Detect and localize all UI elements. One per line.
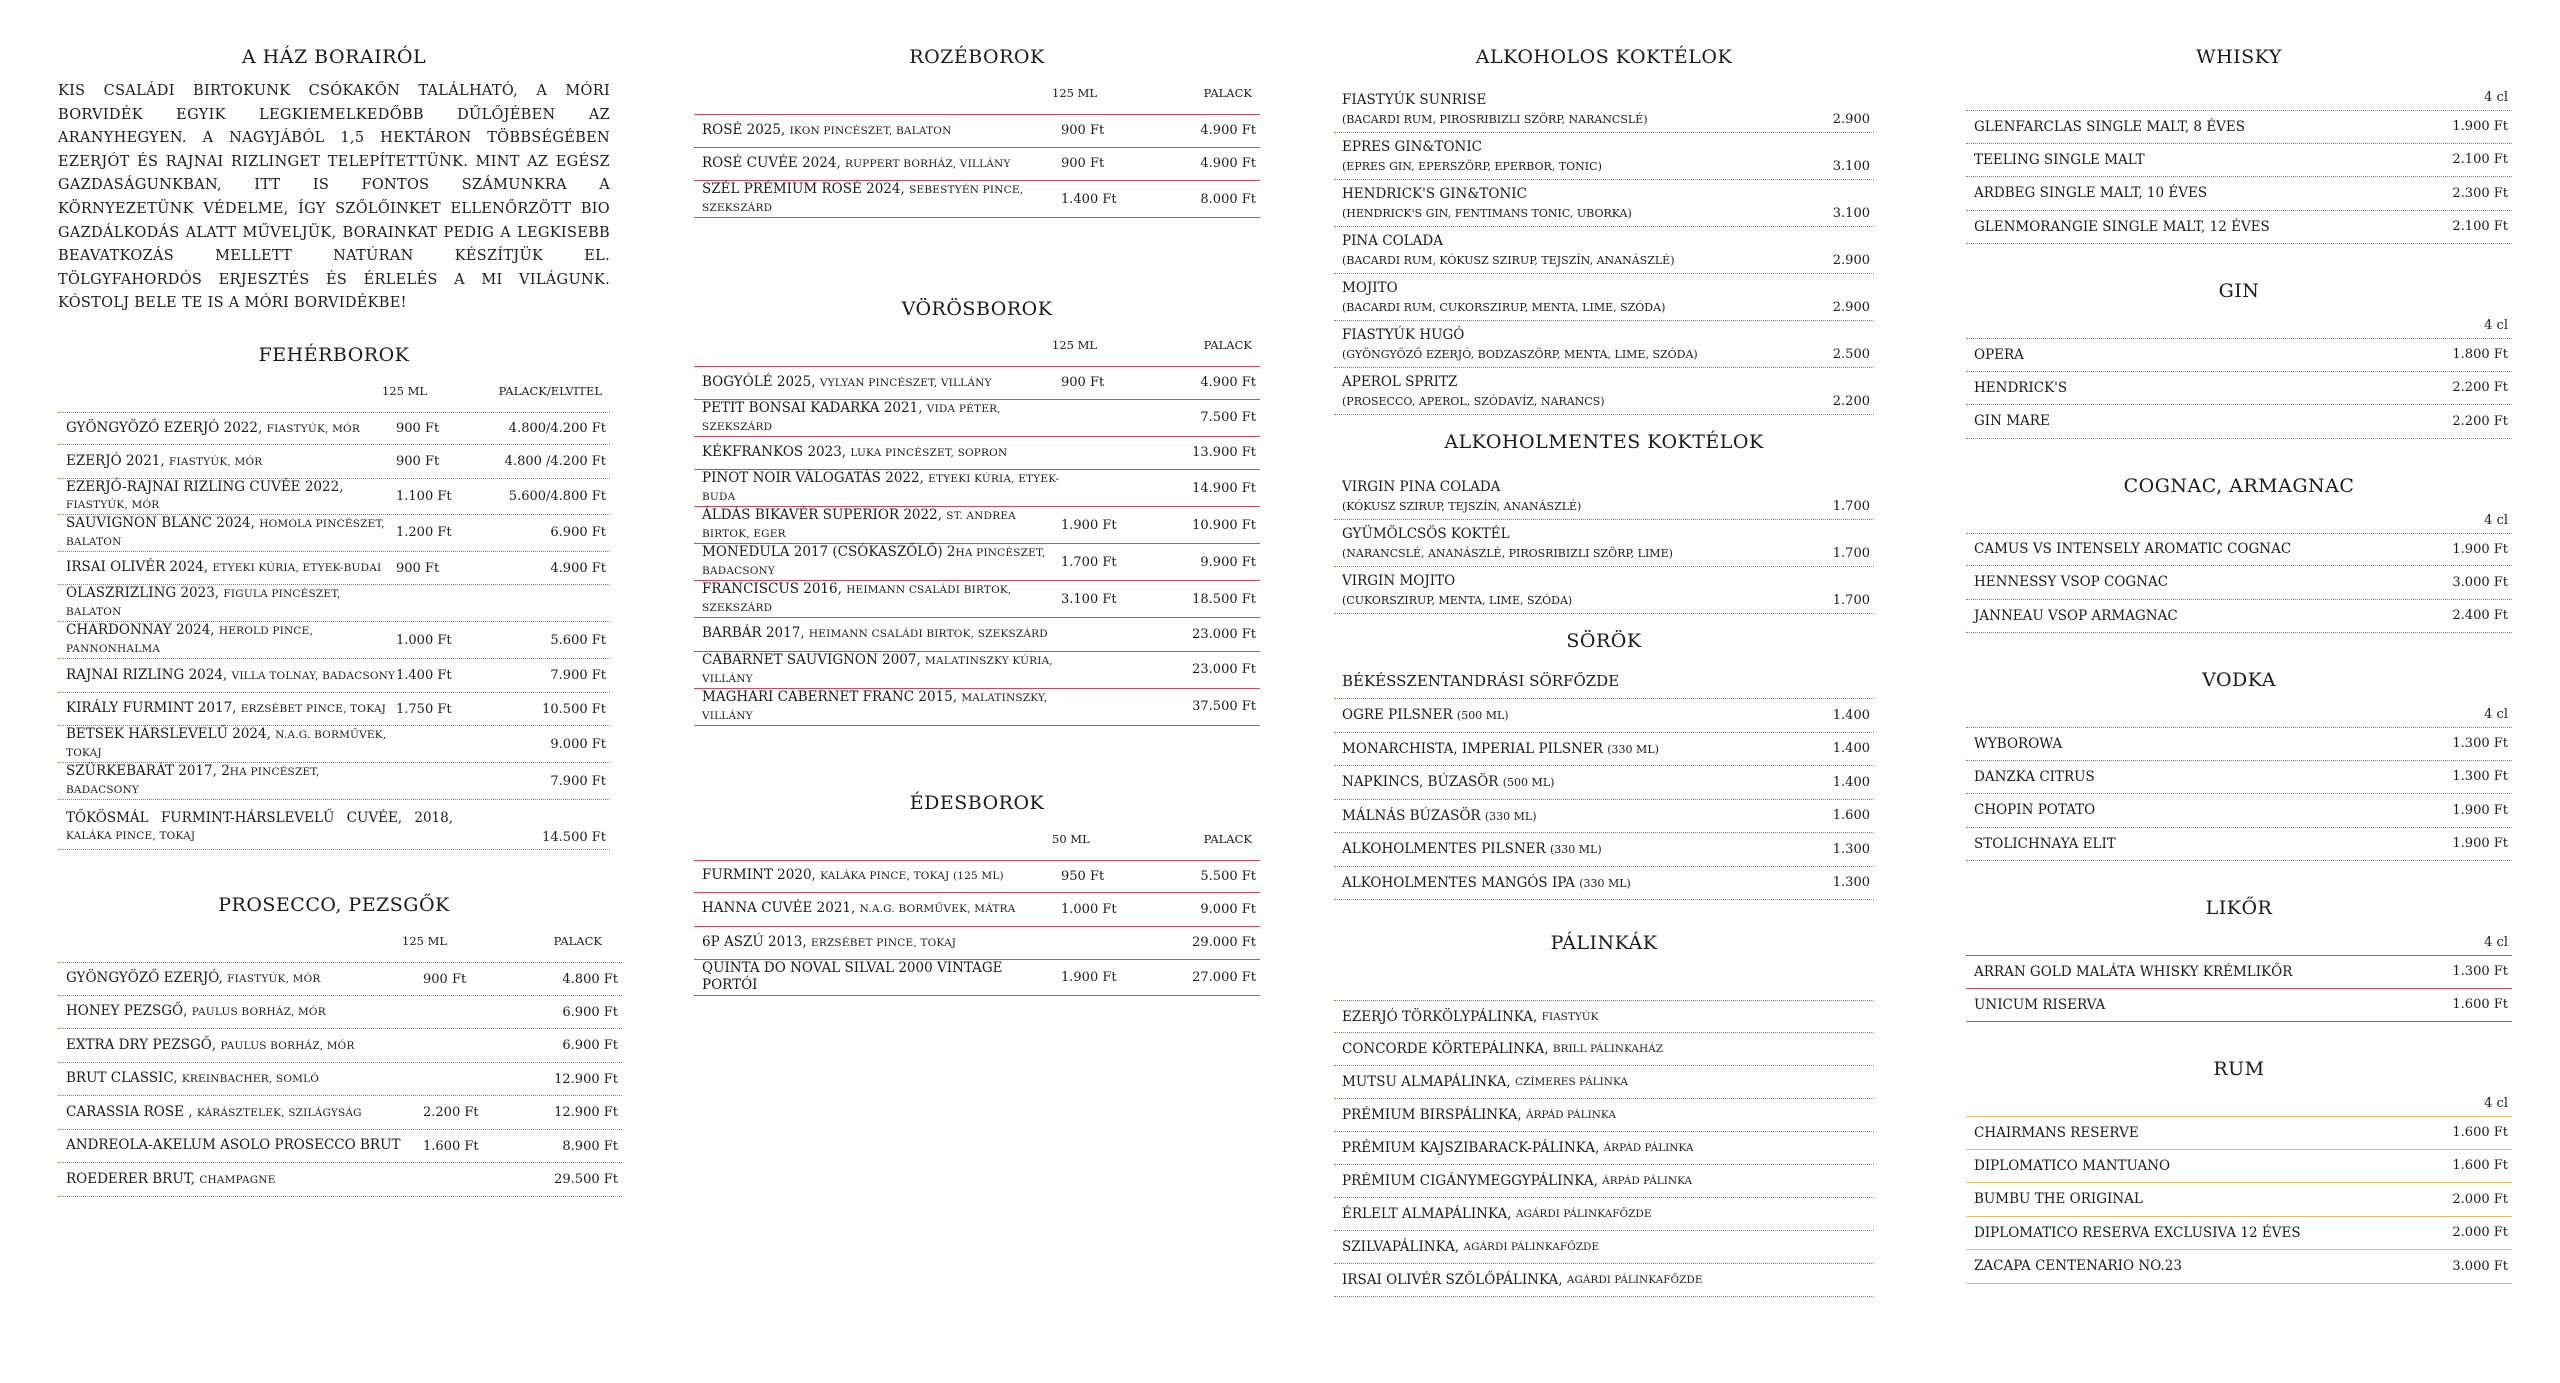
- list-item: ÉRLELT ALMAPÁLINKA, AGÁRDI PÁLINKAFŐZDE: [1334, 1198, 1874, 1231]
- rozeborok-col-palack: PALACK: [1203, 86, 1252, 100]
- list-item: FIASTYÚK SUNRISE (BACARDI RUM, PIROSRIBIZLI SZÖRP, NARANCSLÉ) 2.900: [1334, 86, 1874, 133]
- list-item: DANZKA CITRUS 1.300 Ft: [1966, 761, 2512, 795]
- feherborok-col-125ml: 125 ML: [382, 383, 428, 398]
- list-item: UNICUM RISERVA 1.600 Ft: [1966, 989, 2512, 1023]
- list-item: GYÜMÖLCSÖS KOKTÉL (NARANCSLÉ, ANANÁSZLÉ, PIROSRIBIZLI SZÖRP, LIME) 1.700: [1334, 520, 1874, 567]
- feherborok-header: [58, 378, 610, 404]
- list-item: CAMUS VS INTENSELY AROMATIC COGNAC 1.900 Ft: [1966, 533, 2512, 567]
- list-item: PRÉMIUM KAJSZIBARACK-PÁLINKA, ÁRPÁD PÁLINKA: [1334, 1132, 1874, 1165]
- list-item: GYÖNGYÖZŐ EZERJÓ, FIASTYÚK, MÓR 900 Ft 4.800 Ft: [58, 962, 622, 996]
- vodka-unit: 4 cl: [2484, 707, 2508, 722]
- cognac-unit: 4 cl: [2484, 512, 2508, 528]
- list-item: OLASZRIZLING 2023, FIGULA PINCÉSZET, BALATON: [58, 585, 610, 622]
- list-item: MÁLNÁS BÚZASÖR (330 ML) 1.600: [1334, 800, 1874, 834]
- list-item: ÁLDÁS BIKAVÉR SUPERIOR 2022, ST. ANDREA BIRTOK, EGER 1.900 Ft 10.900 Ft: [694, 507, 1260, 544]
- list-item: ALKOHOLMENTES PILSNER (330 ML) 1.300: [1334, 833, 1874, 867]
- vorosborok-title: VÖRÖSBOROK: [901, 298, 1053, 320]
- about-title: A HÁZ BORAIRÓL: [241, 46, 427, 68]
- list-item: FRANCISCUS 2016, HEIMANN CSALÁDI BIRTOK, SZEKSZÁRD 3.100 Ft 18.500 Ft: [694, 581, 1260, 618]
- list-item: HENDRICK'S 2.200 Ft: [1966, 372, 2512, 406]
- vorosborok-header: [694, 332, 1260, 358]
- list-item: DIPLOMATICO MANTUANO 1.600 Ft: [1966, 1150, 2512, 1184]
- list-item: GLENMORANGIE SINGLE MALT, 12 ÉVES 2.100 Ft: [1966, 211, 2512, 245]
- list-item: ARRAN GOLD MALÁTA WHISKY KRÉMLIKŐR 1.300 Ft: [1966, 955, 2512, 989]
- list-item: ROSÉ CUVÉE 2024, RUPPERT BORHÁZ, VILLÁNY 900 Ft 4.900 Ft: [694, 148, 1260, 182]
- list-item: SZÉL PRÉMIUM ROSÉ 2024, SEBESTYÉN PINCE, SZEKSZÁRD 1.400 Ft 8.000 Ft: [694, 181, 1260, 218]
- rozeborok-col-125ml: 125 ML: [1052, 86, 1098, 100]
- list-item: BRUT CLASSIC, KREINBACHER, SOMLÓ 12.900 Ft: [58, 1063, 622, 1097]
- list-item: HONEY PEZSGŐ, PAULUS BORHÁZ, MÓR 6.900 Ft: [58, 996, 622, 1030]
- list-item: ROSÉ 2025, IKON PINCÉSZET, BALATON 900 Ft 4.900 Ft: [694, 114, 1260, 148]
- cognac-title: COGNAC, ARMAGNAC: [2123, 474, 2355, 497]
- list-item: STOLICHNAYA ELIT 1.900 Ft: [1966, 828, 2512, 862]
- list-item: CABARNET SAUVIGNON 2007, MALATINSZKY KÚRIA, VILLÁNY 23.000 Ft: [694, 652, 1260, 689]
- list-item: OPERA 1.800 Ft: [1966, 338, 2512, 372]
- list-item: EPRES GIN&TONIC (EPRES GIN, EPERSZÖRP, EPERBOR, TONIC) 3.100: [1334, 133, 1874, 180]
- rum-list: [1966, 1116, 2512, 1284]
- column-4: [1966, 44, 2512, 1284]
- list-item: HENDRICK'S GIN&TONIC (HENDRICK'S GIN, FENTIMANS TONIC, UBORKA) 3.100: [1334, 180, 1874, 227]
- edesborok-header: [694, 826, 1260, 852]
- prosecco-list: [58, 962, 622, 1197]
- list-item: MONARCHISTA, IMPERIAL PILSNER (330 ML) 1.400: [1334, 733, 1874, 767]
- list-item: ZACAPA CENTENARIO NO.23 3.000 Ft: [1966, 1250, 2512, 1284]
- list-item: EXTRA DRY PEZSGŐ, PAULUS BORHÁZ, MÓR 6.900 Ft: [58, 1029, 622, 1063]
- list-item: WYBOROWA 1.300 Ft: [1966, 727, 2512, 761]
- sorok-title: SÖRÖK: [1566, 630, 1642, 652]
- list-item: GLENFARCLAS SINGLE MALT, 8 ÉVES 1.900 Ft: [1966, 110, 2512, 144]
- list-item: CHARDONNAY 2024, HEROLD PINCE, PANNONHALMA 1.000 Ft 5.600 Ft: [58, 622, 610, 659]
- list-item: PETIT BONSAI KADARKA 2021, VIDA PÉTER, SZEKSZÁRD 7.500 Ft: [694, 400, 1260, 437]
- prosecco-col-125ml: 125 ML: [402, 934, 448, 949]
- list-item: EZERJÓ-RAJNAI RIZLING CUVÉE 2022, FIASTYÚK, MÓR 1.100 Ft 5.600/4.800 Ft: [58, 479, 610, 515]
- list-item: CARASSIA ROSE , KÁRÁSZTELEK, SZILÁGYSÁG 2.200 Ft 12.900 Ft: [58, 1096, 622, 1130]
- list-item: CHAIRMANS RESERVE 1.600 Ft: [1966, 1116, 2512, 1150]
- vorosborok-col-palack: PALACK: [1203, 338, 1252, 352]
- gin-unit: 4 cl: [2484, 318, 2508, 333]
- list-item: EZERJÓ TÖRKÖLYPÁLINKA, FIASTYÚK: [1334, 1000, 1874, 1033]
- list-item: FURMINT 2020, KALÁKA PINCE, TOKAJ (125 ML) 950 Ft 5.500 Ft: [694, 860, 1260, 894]
- list-item: ROEDERER BRUT, CHAMPAGNE 29.500 Ft: [58, 1163, 622, 1197]
- prosecco-header: [58, 928, 610, 954]
- gin-title: GIN: [2218, 280, 2260, 302]
- list-item: MOJITO (BACARDI RUM, CUKORSZIRUP, MENTA, LIME, SZÓDA) 2.900: [1334, 274, 1874, 321]
- list-item: VIRGIN PINA COLADA (KÓKUSZ SZIRUP, TEJSZÍN, ANANÁSZLÉ) 1.700: [1334, 473, 1874, 520]
- palinkak-title: PÁLINKÁK: [1550, 932, 1658, 954]
- list-item: IRSAI OLIVÉR SZŐLŐPÁLINKA, AGÁRDI PÁLINKAFŐZDE: [1334, 1264, 1874, 1297]
- sorok-list: [1334, 699, 1874, 900]
- whisky-title: WHISKY: [2196, 46, 2282, 68]
- edesborok-title: ÉDESBOROK: [909, 791, 1045, 814]
- koktelok-title: ALKOHOLOS KOKTÉLOK: [1475, 46, 1733, 68]
- about-text: KIS CSALÁDI BIRTOKUNK CSÓKAKŐN TALÁLHATÓ, A MÓRI BORVIDÉK EGYIK LEGKIEMELKEDŐBB DŰLŐJÉBEN AZ ARANYHEGYEN. A NAGYJÁBÓL 1,5 HEKTÁRON TÖBBSÉGÉBEN EZERJÓT ÉS RAJNAI RIZLINGET TELEPÍTETTÜNK. MINT AZ EGÉSZ GAZDASÁGUNKBAN, ITT IS FONTOS SZÁMUNKRA A KÖRNYEZETÜNK VÉDELME, ÍGY SZŐLŐINKET ELLENŐRZÖTT BIO GAZDÁLKODÁS ALATT MŰVELJÜK, BORAINKAT PEDIG A LEGKISEBB BEAVATKOZÁS MELLETT NATÚRAN KÉSZÍTJÜK EL. TÖLGYFAHORDÓS ERJESZTÉS ÉS ÉRLELÉS A MI VILÁGUNK. KÓSTOLJ BELE TE IS A MÓRI BORVIDÉKBE!: [58, 83, 610, 312]
- list-item: ANDREOLA-AKELUM ASOLO PROSECCO BRUT 1.600 Ft 8.900 Ft: [58, 1130, 622, 1164]
- likor-list: [1966, 955, 2512, 1022]
- whisky-unit: 4 cl: [2484, 90, 2508, 105]
- brewery-name: BÉKÉSSZENTANDRÁSI SÖRFŐZDE: [1334, 664, 1874, 699]
- vorosborok-col-125ml: 125 ML: [1052, 338, 1098, 352]
- alkoholmentes-list: [1334, 473, 1874, 614]
- list-item: JANNEAU VSOP ARMAGNAC 2.400 Ft: [1966, 600, 2512, 634]
- vorosborok-list: [694, 366, 1260, 726]
- list-item: EZERJÓ 2021, FIASTYÚK, MÓR 900 Ft 4.800 /4.200 Ft: [58, 445, 610, 479]
- list-item: TŐKÖSMÁL FURMINT-HÁRSLEVELŰ CUVÉE, 2018, KALÁKA PINCE, TOKAJ 14.500 Ft: [58, 800, 610, 850]
- list-item: NAPKINCS, BÚZASÖR (500 ML) 1.400: [1334, 766, 1874, 800]
- list-item: BOGYÓLÉ 2025, VYLYAN PINCÉSZET, VILLÁNY 900 Ft 4.900 Ft: [694, 366, 1260, 400]
- rum-title: RUM: [2213, 1058, 2265, 1080]
- whisky-list: [1966, 110, 2512, 244]
- list-item: MUTSU ALMAPÁLINKA, CZÍMERES PÁLINKA: [1334, 1066, 1874, 1099]
- likor-unit: 4 cl: [2484, 935, 2508, 950]
- list-item: HENNESSY VSOP COGNAC 3.000 Ft: [1966, 566, 2512, 600]
- list-item: PINOT NOIR VÁLOGATÁS 2022, ETYEKI KÚRIA, ETYEK-BUDA 14.900 Ft: [694, 470, 1260, 507]
- list-item: RAJNAI RIZLING 2024, VILLA TOLNAY, BADACSONY 1.400 Ft 7.900 Ft: [58, 659, 610, 693]
- list-item: HANNA CUVÉE 2021, N.A.G. BORMŰVEK, MÁTRA 1.000 Ft 9.000 Ft: [694, 893, 1260, 927]
- likor-title: LIKŐR: [2205, 897, 2273, 919]
- column-3: [1334, 44, 1874, 1297]
- list-item: KÉKFRANKOS 2023, LUKA PINCÉSZET, SOPRON 13.900 Ft: [694, 437, 1260, 471]
- gin-list: [1966, 338, 2512, 439]
- vodka-title: VODKA: [2202, 669, 2276, 691]
- list-item: IRSAI OLIVÉR 2024, ETYEKI KÚRIA, ETYEK-BUDAI 900 Ft 4.900 Ft: [58, 552, 610, 586]
- list-item: PINA COLADA (BACARDI RUM, KÓKUSZ SZIRUP, TEJSZÍN, ANANÁSZLÉ) 2.900: [1334, 227, 1874, 274]
- list-item: ALKOHOLMENTES MANGÓS IPA (330 ML) 1.300: [1334, 867, 1874, 901]
- list-item: GIN MARE 2.200 Ft: [1966, 405, 2512, 439]
- list-item: CHOPIN POTATO 1.900 Ft: [1966, 794, 2512, 828]
- vodka-list: [1966, 727, 2512, 861]
- list-item: OGRE PILSNER (500 ML) 1.400: [1334, 699, 1874, 733]
- list-item: APEROL SPRITZ (PROSECCO, APEROL, SZÓDAVÍZ, NARANCS) 2.200: [1334, 368, 1874, 415]
- list-item: BUMBU THE ORIGINAL 2.000 Ft: [1966, 1183, 2512, 1217]
- koktelok-list: [1334, 86, 1874, 415]
- rozeborok-list: [694, 114, 1260, 218]
- list-item: CONCORDE KÖRTEPÁLINKA, BRILL PÁLINKAHÁZ: [1334, 1033, 1874, 1066]
- list-item: KIRÁLY FURMINT 2017, ERZSÉBET PINCE, TOKAJ 1.750 Ft 10.500 Ft: [58, 693, 610, 727]
- list-item: QUINTA DO NOVAL SILVAL 2000 VINTAGE PORTÓI 1.900 Ft 27.000 Ft: [694, 960, 1260, 996]
- list-item: SAUVIGNON BLANC 2024, HOMOLA PINCÉSZET, BALATON 1.200 Ft 6.900 Ft: [58, 515, 610, 552]
- list-item: PRÉMIUM CIGÁNYMEGGYPÁLINKA, ÁRPÁD PÁLINKA: [1334, 1165, 1874, 1198]
- list-item: 6P ASZÚ 2013, ERZSÉBET PINCE, TOKAJ 29.000 Ft: [694, 927, 1260, 961]
- edesborok-col-50ml: 50 ML: [1052, 831, 1090, 846]
- list-item: ARDBEG SINGLE MALT, 10 ÉVES 2.300 Ft: [1966, 177, 2512, 211]
- prosecco-title: PROSECCO, PEZSGŐK: [218, 894, 450, 917]
- list-item: FIASTYÚK HUGÓ (GYÖNGYÖZŐ EZERJÓ, BODZASZÖRP, MENTA, LIME, SZÓDA) 2.500: [1334, 321, 1874, 368]
- list-item: DIPLOMATICO RESERVA EXCLUSIVA 12 ÉVES 2.000 Ft: [1966, 1217, 2512, 1251]
- list-item: TEELING SINGLE MALT 2.100 Ft: [1966, 144, 2512, 178]
- edesborok-list: [694, 860, 1260, 997]
- rum-unit: 4 cl: [2484, 1096, 2508, 1111]
- feherborok-list: [58, 412, 610, 851]
- feherborok-title: FEHÉRBOROK: [258, 343, 410, 366]
- list-item: GYÖNGYÖZŐ EZERJÓ 2022, FIASTYÚK, MÓR 900 Ft 4.800/4.200 Ft: [58, 412, 610, 446]
- list-item: MONEDULA 2017 (CSÓKASZŐLŐ) 2HA PINCÉSZET, BADACSONY 1.700 Ft 9.900 Ft: [694, 544, 1260, 581]
- alkoholmentes-title: ALKOHOLMENTES KOKTÉLOK: [1444, 431, 1764, 453]
- cognac-list: [1966, 533, 2512, 634]
- list-item: BARBÁR 2017, HEIMANN CSALÁDI BIRTOK, SZEKSZÁRD 23.000 Ft: [694, 618, 1260, 652]
- list-item: MAGHARI CABERNET FRANC 2015, MALATINSZKY, VILLÁNY 37.500 Ft: [694, 689, 1260, 726]
- list-item: SZÜRKEBARÁT 2017, 2HA PINCÉSZET, BADACSONY 7.900 Ft: [58, 763, 610, 800]
- list-item: VIRGIN MOJITO (CUKORSZIRUP, MENTA, LIME, SZÓDA) 1.700: [1334, 567, 1874, 614]
- column-1: [58, 44, 618, 1197]
- edesborok-col-palack: PALACK: [1203, 831, 1252, 846]
- rozeborok-title: ROZÉBOROK: [909, 46, 1045, 68]
- column-2: [694, 44, 1260, 996]
- palinkak-list: [1334, 1000, 1874, 1297]
- feherborok-col-palack: PALACK/ELVITEL: [498, 383, 602, 398]
- list-item: SZILVAPÁLINKA, AGÁRDI PÁLINKAFŐZDE: [1334, 1231, 1874, 1264]
- list-item: BETSEK HÁRSLEVELŰ 2024, N.A.G. BORMŰVEK, TOKAJ 9.000 Ft: [58, 726, 610, 763]
- prosecco-col-palack: PALACK: [553, 934, 602, 949]
- list-item: PRÉMIUM BIRSPÁLINKA, ÁRPÁD PÁLINKA: [1334, 1099, 1874, 1132]
- rozeborok-header: [694, 80, 1260, 106]
